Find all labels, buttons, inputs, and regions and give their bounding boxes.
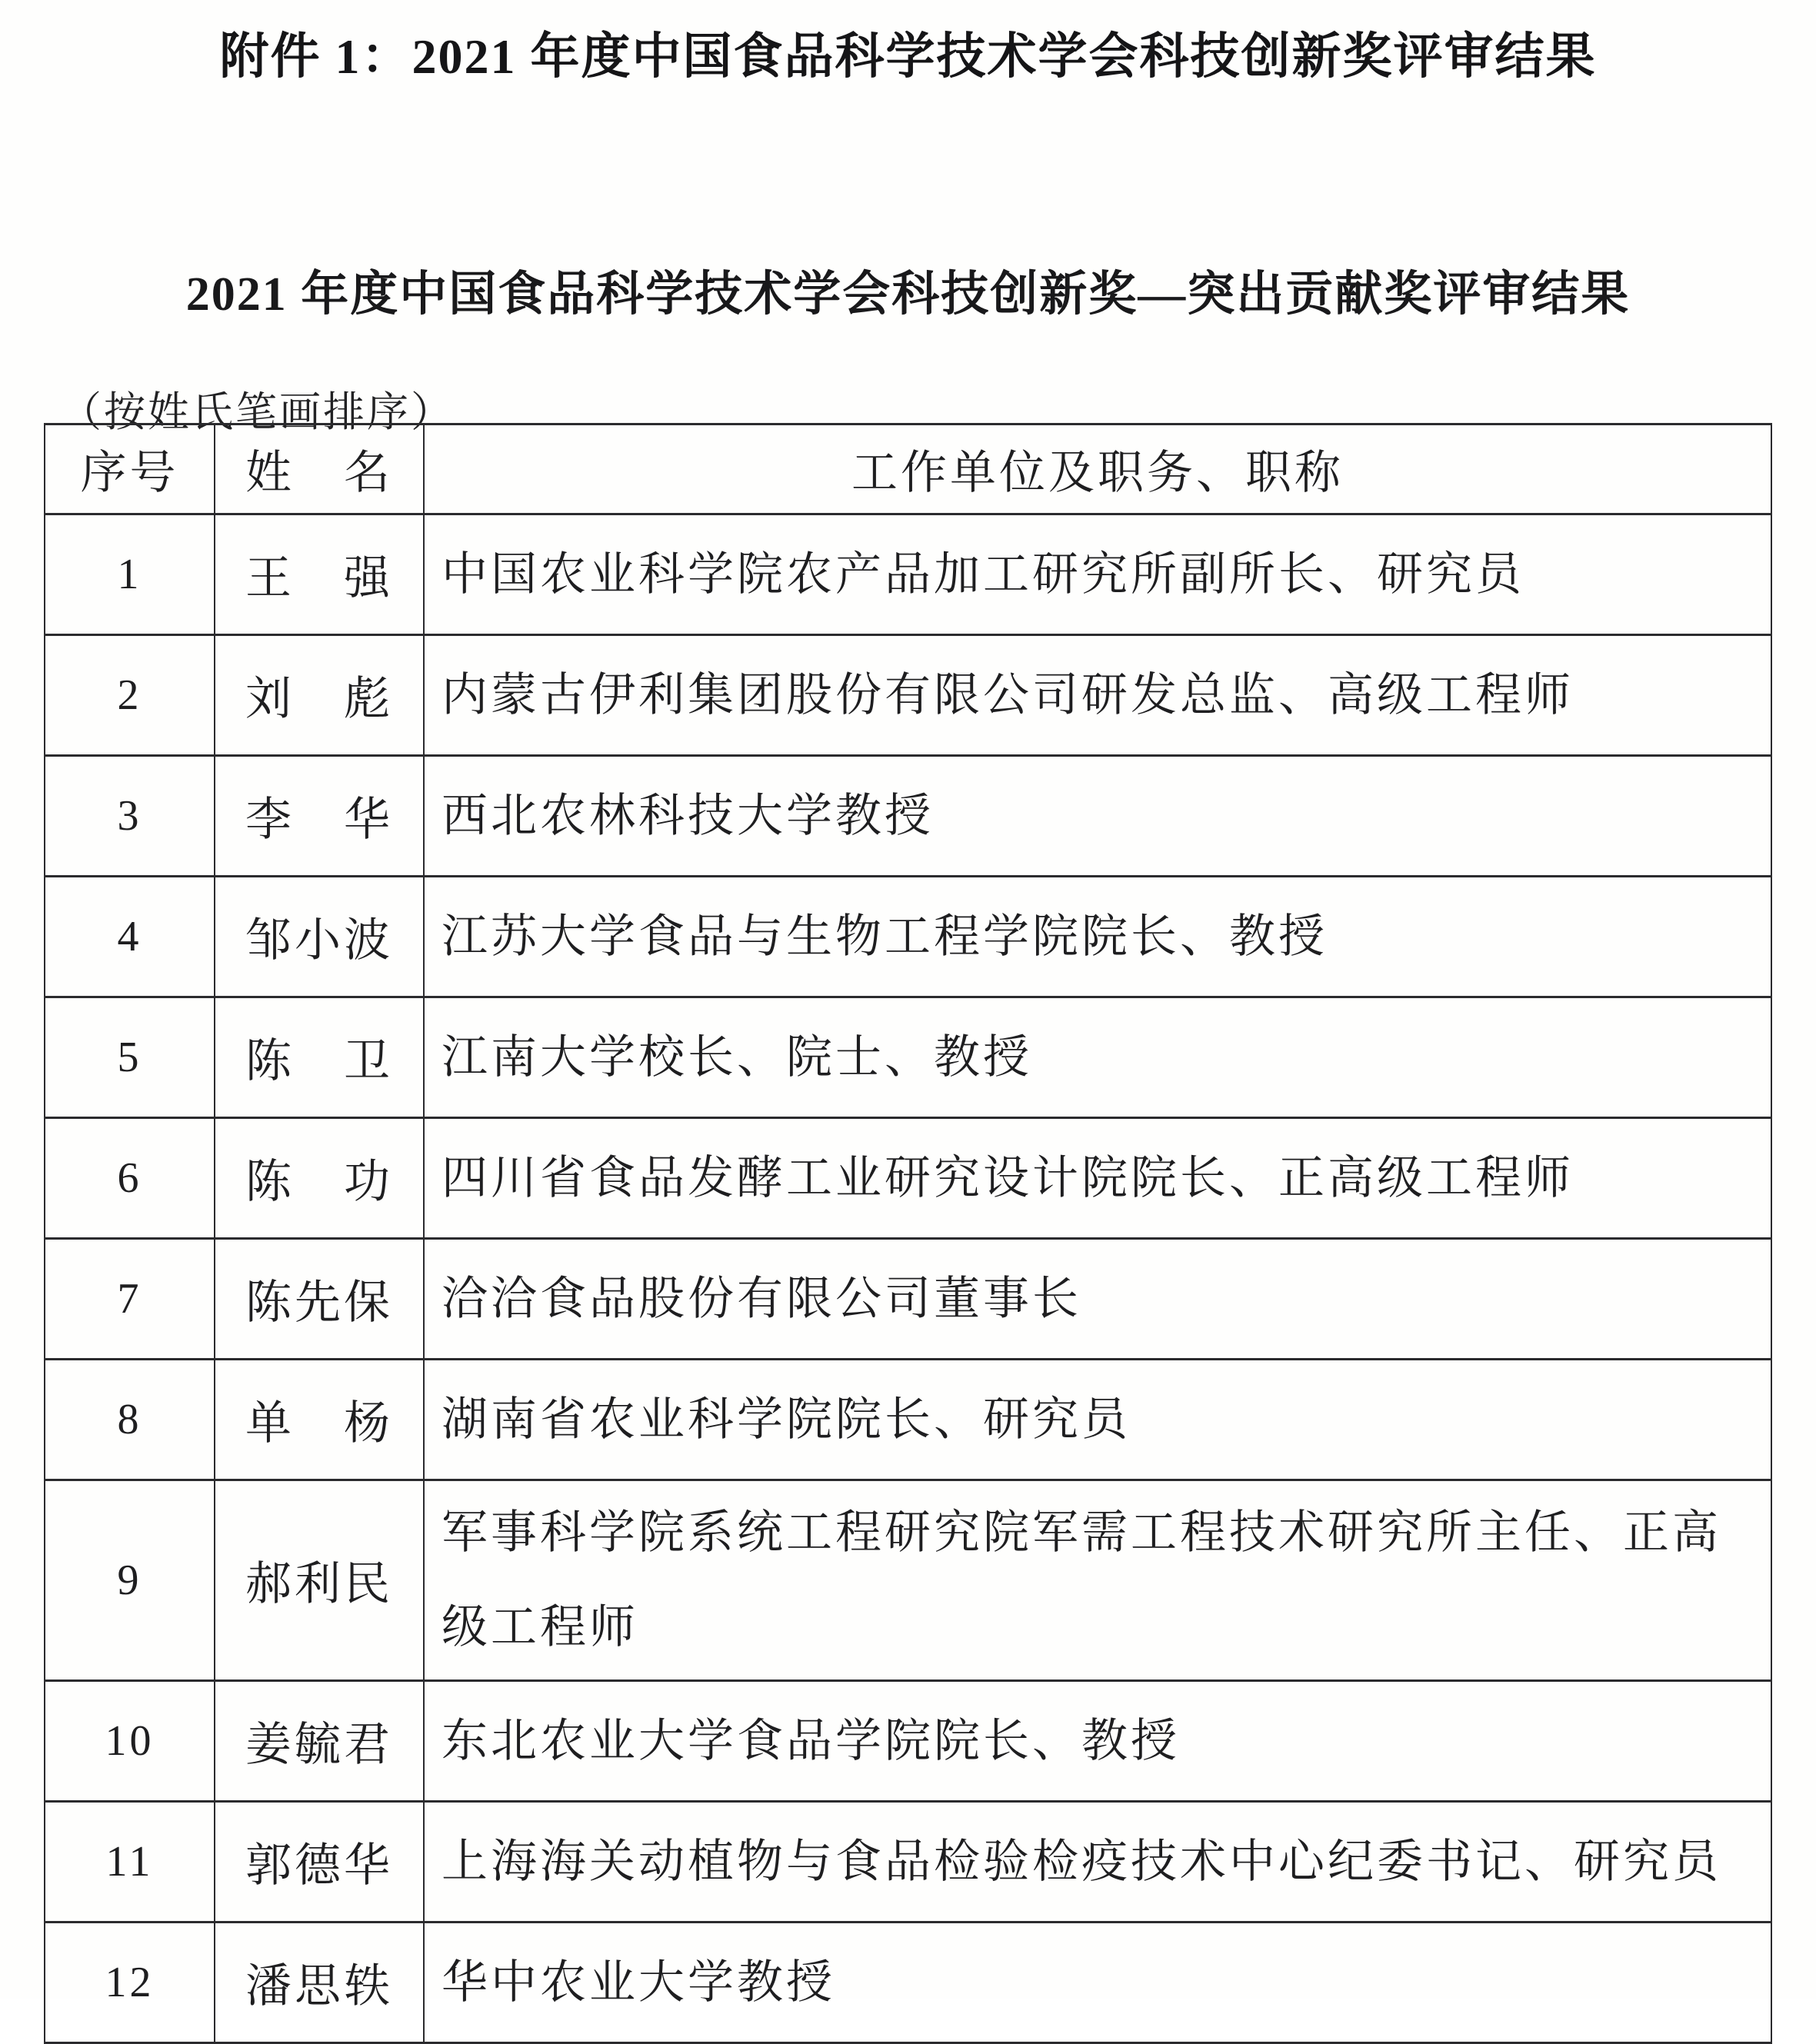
attachment-title: 附件 1：2021 年度中国食品科学技术学会科技创新奖评审结果 bbox=[219, 29, 1597, 84]
table-header-row bbox=[45, 424, 1771, 514]
cell-affiliation: 东北农业大学食品学院院长、教授 bbox=[424, 1681, 1771, 1802]
header-name: 姓 名 bbox=[215, 424, 424, 514]
cell-affiliation: 四川省食品发酵工业研究设计院院长、正高级工程师 bbox=[424, 1118, 1771, 1239]
cell-no: 5 bbox=[45, 997, 215, 1118]
cell-affiliation: 洽洽食品股份有限公司董事长 bbox=[424, 1239, 1771, 1360]
cell-affiliation: 中国农业科学院农产品加工研究所副所长、研究员 bbox=[424, 514, 1771, 635]
results-table bbox=[44, 423, 1772, 2044]
table-row bbox=[45, 1802, 1771, 1922]
cell-no: 2 bbox=[45, 635, 215, 756]
table-body bbox=[45, 514, 1771, 2043]
cell-name: 姜毓君 bbox=[215, 1681, 424, 1802]
header-affiliation: 工作单位及职务、职称 bbox=[424, 424, 1771, 514]
cell-affiliation: 西北农林科技大学教授 bbox=[424, 756, 1771, 877]
cell-affiliation: 湖南省农业科学院院长、研究员 bbox=[424, 1360, 1771, 1480]
table-row bbox=[45, 635, 1771, 756]
table-row bbox=[45, 756, 1771, 877]
table-row bbox=[45, 1480, 1771, 1681]
cell-name: 李 华 bbox=[215, 756, 424, 877]
cell-affiliation: 华中农业大学教授 bbox=[424, 1922, 1771, 2043]
cell-no: 10 bbox=[45, 1681, 215, 1802]
cell-name: 单 杨 bbox=[215, 1360, 424, 1480]
cell-no: 11 bbox=[45, 1802, 215, 1922]
cell-no: 1 bbox=[45, 514, 215, 635]
cell-name: 郝利民 bbox=[215, 1480, 424, 1681]
cell-name: 陈先保 bbox=[215, 1239, 424, 1360]
table-header bbox=[45, 424, 1771, 514]
cell-name: 王 强 bbox=[215, 514, 424, 635]
table-row bbox=[45, 1922, 1771, 2043]
cell-name: 陈 卫 bbox=[215, 997, 424, 1118]
cell-no: 4 bbox=[45, 877, 215, 997]
table-row bbox=[45, 997, 1771, 1118]
cell-no: 3 bbox=[45, 756, 215, 877]
section-title: 2021 年度中国食品科学技术学会科技创新奖—突出贡献奖评审结果 bbox=[185, 268, 1631, 321]
cell-affiliation: 内蒙古伊利集团股份有限公司研发总监、高级工程师 bbox=[424, 635, 1771, 756]
cell-name: 邹小波 bbox=[215, 877, 424, 997]
table-row bbox=[45, 877, 1771, 997]
cell-name: 刘 彪 bbox=[215, 635, 424, 756]
cell-no: 7 bbox=[45, 1239, 215, 1360]
cell-name: 潘思轶 bbox=[215, 1922, 424, 2043]
sort-note: （按姓氏笔画排序） bbox=[60, 389, 455, 435]
table-row bbox=[45, 1239, 1771, 1360]
table-row bbox=[45, 514, 1771, 635]
cell-affiliation: 江南大学校长、院士、教授 bbox=[424, 997, 1771, 1118]
cell-no: 12 bbox=[45, 1922, 215, 2043]
cell-name: 陈 功 bbox=[215, 1118, 424, 1239]
table-row bbox=[45, 1681, 1771, 1802]
cell-affiliation: 江苏大学食品与生物工程学院院长、教授 bbox=[424, 877, 1771, 997]
cell-affiliation: 上海海关动植物与食品检验检疫技术中心纪委书记、研究员 bbox=[424, 1802, 1771, 1922]
cell-name: 郭德华 bbox=[215, 1802, 424, 1922]
header-no: 序号 bbox=[45, 424, 215, 514]
table-row bbox=[45, 1360, 1771, 1480]
cell-no: 8 bbox=[45, 1360, 215, 1480]
table-row bbox=[45, 1118, 1771, 1239]
cell-affiliation: 军事科学院系统工程研究院军需工程技术研究所主任、正高级工程师 bbox=[424, 1480, 1771, 1681]
cell-no: 6 bbox=[45, 1118, 215, 1239]
cell-no: 9 bbox=[45, 1480, 215, 1681]
